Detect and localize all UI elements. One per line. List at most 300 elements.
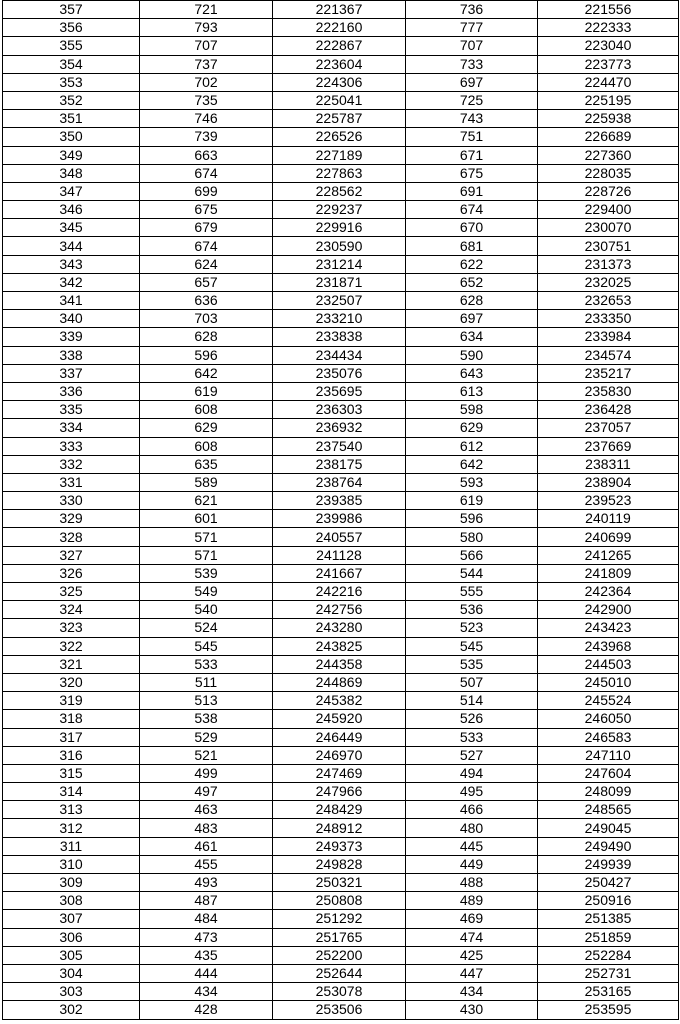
table-row [3,346,679,364]
count-b-cell: 535 [406,655,538,673]
cumulative-b-cell: 236428 [538,401,679,419]
table-row [3,673,679,691]
cumulative-b-cell: 232025 [538,273,679,291]
cumulative-a-cell: 222867 [273,37,406,55]
count-a-cell: 619 [140,382,273,400]
table-row [3,146,679,164]
count-b-cell: 566 [406,546,538,564]
score-cell: 353 [3,73,140,91]
count-a-cell: 663 [140,146,273,164]
cumulative-b-cell: 243423 [538,619,679,637]
count-a-cell: 707 [140,37,273,55]
table-row [3,528,679,546]
count-b-cell: 697 [406,73,538,91]
count-b-cell: 536 [406,601,538,619]
cumulative-b-cell: 253595 [538,1001,679,1019]
count-a-cell: 699 [140,182,273,200]
table-row [3,874,679,892]
table-row [3,855,679,873]
cumulative-a-cell: 243280 [273,619,406,637]
table-row [3,783,679,801]
cumulative-a-cell: 248429 [273,801,406,819]
score-cell: 356 [3,19,140,37]
count-a-cell: 455 [140,855,273,873]
cumulative-b-cell: 253165 [538,983,679,1001]
count-a-cell: 521 [140,746,273,764]
count-b-cell: 777 [406,19,538,37]
cumulative-b-cell: 229400 [538,201,679,219]
score-cell: 307 [3,910,140,928]
score-cell: 304 [3,964,140,982]
count-b-cell: 634 [406,328,538,346]
count-a-cell: 735 [140,91,273,109]
score-cell: 344 [3,237,140,255]
score-cell: 310 [3,855,140,873]
count-b-cell: 612 [406,437,538,455]
score-cell: 332 [3,455,140,473]
score-cell: 333 [3,437,140,455]
cumulative-b-cell: 242900 [538,601,679,619]
cumulative-a-cell: 245920 [273,710,406,728]
cumulative-a-cell: 249373 [273,837,406,855]
score-cell: 335 [3,401,140,419]
score-cell: 312 [3,819,140,837]
cumulative-b-cell: 226689 [538,128,679,146]
cumulative-a-cell: 244358 [273,655,406,673]
cumulative-b-cell: 225938 [538,110,679,128]
score-cell: 345 [3,219,140,237]
cumulative-b-cell: 240119 [538,510,679,528]
score-cell: 318 [3,710,140,728]
count-a-cell: 549 [140,583,273,601]
cumulative-b-cell: 241265 [538,546,679,564]
cumulative-b-cell: 234574 [538,346,679,364]
count-b-cell: 480 [406,819,538,837]
count-b-cell: 681 [406,237,538,255]
count-b-cell: 469 [406,910,538,928]
cumulative-a-cell: 233838 [273,328,406,346]
count-b-cell: 507 [406,673,538,691]
cumulative-b-cell: 250916 [538,892,679,910]
cumulative-a-cell: 242756 [273,601,406,619]
cumulative-a-cell: 236932 [273,419,406,437]
cumulative-a-cell: 224306 [273,73,406,91]
score-cell: 357 [3,1,140,19]
cumulative-a-cell: 239385 [273,492,406,510]
cumulative-a-cell: 253506 [273,1001,406,1019]
score-cell: 319 [3,692,140,710]
count-a-cell: 596 [140,346,273,364]
cumulative-b-cell: 246050 [538,710,679,728]
table-row [3,1001,679,1019]
count-b-cell: 466 [406,801,538,819]
count-a-cell: 473 [140,928,273,946]
score-cell: 317 [3,728,140,746]
count-a-cell: 608 [140,437,273,455]
count-a-cell: 675 [140,201,273,219]
score-cell: 336 [3,382,140,400]
cumulative-b-cell: 248565 [538,801,679,819]
cumulative-b-cell: 241809 [538,564,679,582]
count-b-cell: 596 [406,510,538,528]
table-row [3,419,679,437]
cumulative-b-cell: 249490 [538,837,679,855]
count-a-cell: 739 [140,128,273,146]
cumulative-b-cell: 230070 [538,219,679,237]
score-cell: 315 [3,764,140,782]
cumulative-a-cell: 238764 [273,473,406,491]
count-b-cell: 743 [406,110,538,128]
cumulative-b-cell: 252284 [538,946,679,964]
cumulative-a-cell: 252200 [273,946,406,964]
table-row [3,37,679,55]
count-b-cell: 613 [406,382,538,400]
cumulative-a-cell: 250808 [273,892,406,910]
cumulative-b-cell: 222333 [538,19,679,37]
cumulative-a-cell: 229237 [273,201,406,219]
count-b-cell: 751 [406,128,538,146]
table-row [3,128,679,146]
count-b-cell: 629 [406,419,538,437]
cumulative-a-cell: 251765 [273,928,406,946]
count-b-cell: 523 [406,619,538,637]
score-cell: 350 [3,128,140,146]
count-a-cell: 545 [140,637,273,655]
score-cell: 351 [3,110,140,128]
cumulative-a-cell: 222160 [273,19,406,37]
count-a-cell: 444 [140,964,273,982]
cumulative-b-cell: 240699 [538,528,679,546]
table-row [3,910,679,928]
score-cell: 337 [3,364,140,382]
count-b-cell: 674 [406,201,538,219]
score-cell: 341 [3,292,140,310]
cumulative-b-cell: 221556 [538,1,679,19]
cumulative-b-cell: 223040 [538,37,679,55]
cumulative-a-cell: 241667 [273,564,406,582]
cumulative-b-cell: 224470 [538,73,679,91]
count-a-cell: 511 [140,673,273,691]
count-a-cell: 539 [140,564,273,582]
cumulative-b-cell: 246583 [538,728,679,746]
table-row [3,601,679,619]
cumulative-a-cell: 249828 [273,855,406,873]
count-b-cell: 590 [406,346,538,364]
cumulative-a-cell: 227863 [273,164,406,182]
table-row [3,692,679,710]
table-row [3,110,679,128]
cumulative-b-cell: 228726 [538,182,679,200]
table-row [3,964,679,982]
table-row [3,382,679,400]
score-cell: 324 [3,601,140,619]
cumulative-a-cell: 245382 [273,692,406,710]
table-row [3,310,679,328]
count-b-cell: 489 [406,892,538,910]
count-b-cell: 675 [406,164,538,182]
table-row [3,728,679,746]
cumulative-b-cell: 251385 [538,910,679,928]
count-a-cell: 538 [140,710,273,728]
cumulative-b-cell: 239523 [538,492,679,510]
count-a-cell: 499 [140,764,273,782]
score-cell: 338 [3,346,140,364]
count-a-cell: 571 [140,546,273,564]
count-a-cell: 628 [140,328,273,346]
count-a-cell: 533 [140,655,273,673]
cumulative-a-cell: 251292 [273,910,406,928]
count-a-cell: 721 [140,1,273,19]
score-cell: 302 [3,1001,140,1019]
count-a-cell: 621 [140,492,273,510]
score-cell: 323 [3,619,140,637]
table-row [3,91,679,109]
count-b-cell: 736 [406,1,538,19]
count-a-cell: 624 [140,255,273,273]
cumulative-a-cell: 226526 [273,128,406,146]
count-b-cell: 495 [406,783,538,801]
cumulative-a-cell: 223604 [273,55,406,73]
cumulative-b-cell: 225195 [538,91,679,109]
table-row [3,837,679,855]
count-a-cell: 513 [140,692,273,710]
count-b-cell: 593 [406,473,538,491]
count-b-cell: 449 [406,855,538,873]
table-row [3,364,679,382]
table-row [3,328,679,346]
cumulative-b-cell: 223773 [538,55,679,73]
score-cell: 316 [3,746,140,764]
table-row [3,546,679,564]
score-cell: 334 [3,419,140,437]
table-row [3,801,679,819]
count-b-cell: 691 [406,182,538,200]
count-b-cell: 494 [406,764,538,782]
cumulative-a-cell: 221367 [273,1,406,19]
cumulative-a-cell: 235076 [273,364,406,382]
cumulative-a-cell: 244869 [273,673,406,691]
table-row [3,510,679,528]
cumulative-a-cell: 246970 [273,746,406,764]
count-b-cell: 652 [406,273,538,291]
score-cell: 347 [3,182,140,200]
score-distribution-table [2,0,679,1020]
cumulative-a-cell: 250321 [273,874,406,892]
score-cell: 314 [3,783,140,801]
count-b-cell: 622 [406,255,538,273]
cumulative-a-cell: 241128 [273,546,406,564]
score-cell: 331 [3,473,140,491]
cumulative-a-cell: 230590 [273,237,406,255]
score-cell: 340 [3,310,140,328]
count-b-cell: 430 [406,1001,538,1019]
table-row [3,182,679,200]
cumulative-b-cell: 238904 [538,473,679,491]
cumulative-b-cell: 232653 [538,292,679,310]
score-cell: 330 [3,492,140,510]
cumulative-a-cell: 240557 [273,528,406,546]
cumulative-b-cell: 248099 [538,783,679,801]
score-cell: 306 [3,928,140,946]
table-row [3,255,679,273]
count-a-cell: 540 [140,601,273,619]
table-row [3,746,679,764]
table-row [3,219,679,237]
score-cell: 327 [3,546,140,564]
cumulative-b-cell: 231373 [538,255,679,273]
count-a-cell: 702 [140,73,273,91]
cumulative-b-cell: 237669 [538,437,679,455]
count-b-cell: 671 [406,146,538,164]
count-a-cell: 461 [140,837,273,855]
count-b-cell: 545 [406,637,538,655]
count-b-cell: 514 [406,692,538,710]
count-a-cell: 608 [140,401,273,419]
score-cell: 355 [3,37,140,55]
count-b-cell: 526 [406,710,538,728]
score-cell: 354 [3,55,140,73]
score-cell: 322 [3,637,140,655]
score-cell: 328 [3,528,140,546]
cumulative-a-cell: 242216 [273,583,406,601]
cumulative-b-cell: 249939 [538,855,679,873]
cumulative-a-cell: 253078 [273,983,406,1001]
count-a-cell: 635 [140,455,273,473]
count-a-cell: 642 [140,364,273,382]
cumulative-b-cell: 235830 [538,382,679,400]
cumulative-a-cell: 228562 [273,182,406,200]
count-b-cell: 527 [406,746,538,764]
cumulative-a-cell: 236303 [273,401,406,419]
score-cell: 325 [3,583,140,601]
table-row [3,819,679,837]
cumulative-b-cell: 228035 [538,164,679,182]
table-row [3,455,679,473]
cumulative-a-cell: 231214 [273,255,406,273]
cumulative-a-cell: 234434 [273,346,406,364]
score-cell: 342 [3,273,140,291]
count-a-cell: 483 [140,819,273,837]
score-cell: 309 [3,874,140,892]
cumulative-b-cell: 242364 [538,583,679,601]
score-cell: 343 [3,255,140,273]
count-a-cell: 428 [140,1001,273,1019]
cumulative-b-cell: 252731 [538,964,679,982]
score-cell: 303 [3,983,140,1001]
count-b-cell: 642 [406,455,538,473]
score-cell: 348 [3,164,140,182]
cumulative-a-cell: 235695 [273,382,406,400]
count-b-cell: 474 [406,928,538,946]
count-a-cell: 484 [140,910,273,928]
score-cell: 352 [3,91,140,109]
cumulative-a-cell: 243825 [273,637,406,655]
score-cell: 313 [3,801,140,819]
count-b-cell: 544 [406,564,538,582]
count-a-cell: 679 [140,219,273,237]
table-row [3,19,679,37]
table-row [3,983,679,1001]
table-row [3,273,679,291]
cumulative-b-cell: 245010 [538,673,679,691]
count-b-cell: 488 [406,874,538,892]
cumulative-b-cell: 230751 [538,237,679,255]
cumulative-b-cell: 238311 [538,455,679,473]
score-cell: 339 [3,328,140,346]
score-cell: 329 [3,510,140,528]
score-cell: 321 [3,655,140,673]
cumulative-a-cell: 225041 [273,91,406,109]
table-row [3,437,679,455]
table-row [3,619,679,637]
count-b-cell: 670 [406,219,538,237]
count-a-cell: 793 [140,19,273,37]
cumulative-a-cell: 225787 [273,110,406,128]
count-b-cell: 733 [406,55,538,73]
cumulative-a-cell: 237540 [273,437,406,455]
count-b-cell: 447 [406,964,538,982]
count-a-cell: 463 [140,801,273,819]
table-row [3,583,679,601]
count-b-cell: 619 [406,492,538,510]
cumulative-a-cell: 233210 [273,310,406,328]
table-row [3,473,679,491]
count-b-cell: 707 [406,37,538,55]
table-row [3,928,679,946]
cumulative-a-cell: 247469 [273,764,406,782]
count-a-cell: 524 [140,619,273,637]
table-row [3,637,679,655]
count-b-cell: 598 [406,401,538,419]
cumulative-a-cell: 248912 [273,819,406,837]
table-row [3,655,679,673]
table-row [3,292,679,310]
score-cell: 326 [3,564,140,582]
cumulative-b-cell: 244503 [538,655,679,673]
count-b-cell: 445 [406,837,538,855]
score-cell: 305 [3,946,140,964]
count-a-cell: 674 [140,164,273,182]
count-a-cell: 657 [140,273,273,291]
table-row [3,946,679,964]
cumulative-b-cell: 235217 [538,364,679,382]
table-row [3,564,679,582]
count-a-cell: 601 [140,510,273,528]
cumulative-b-cell: 251859 [538,928,679,946]
count-a-cell: 497 [140,783,273,801]
table-row [3,55,679,73]
count-a-cell: 529 [140,728,273,746]
table-row [3,237,679,255]
count-a-cell: 636 [140,292,273,310]
table-row [3,710,679,728]
count-b-cell: 425 [406,946,538,964]
cumulative-a-cell: 227189 [273,146,406,164]
score-cell: 346 [3,201,140,219]
cumulative-b-cell: 247604 [538,764,679,782]
cumulative-b-cell: 233350 [538,310,679,328]
table-body [3,1,679,1020]
cumulative-b-cell: 237057 [538,419,679,437]
count-b-cell: 628 [406,292,538,310]
table-row [3,401,679,419]
count-a-cell: 571 [140,528,273,546]
cumulative-a-cell: 239986 [273,510,406,528]
count-a-cell: 674 [140,237,273,255]
count-a-cell: 434 [140,983,273,1001]
score-cell: 308 [3,892,140,910]
count-a-cell: 703 [140,310,273,328]
